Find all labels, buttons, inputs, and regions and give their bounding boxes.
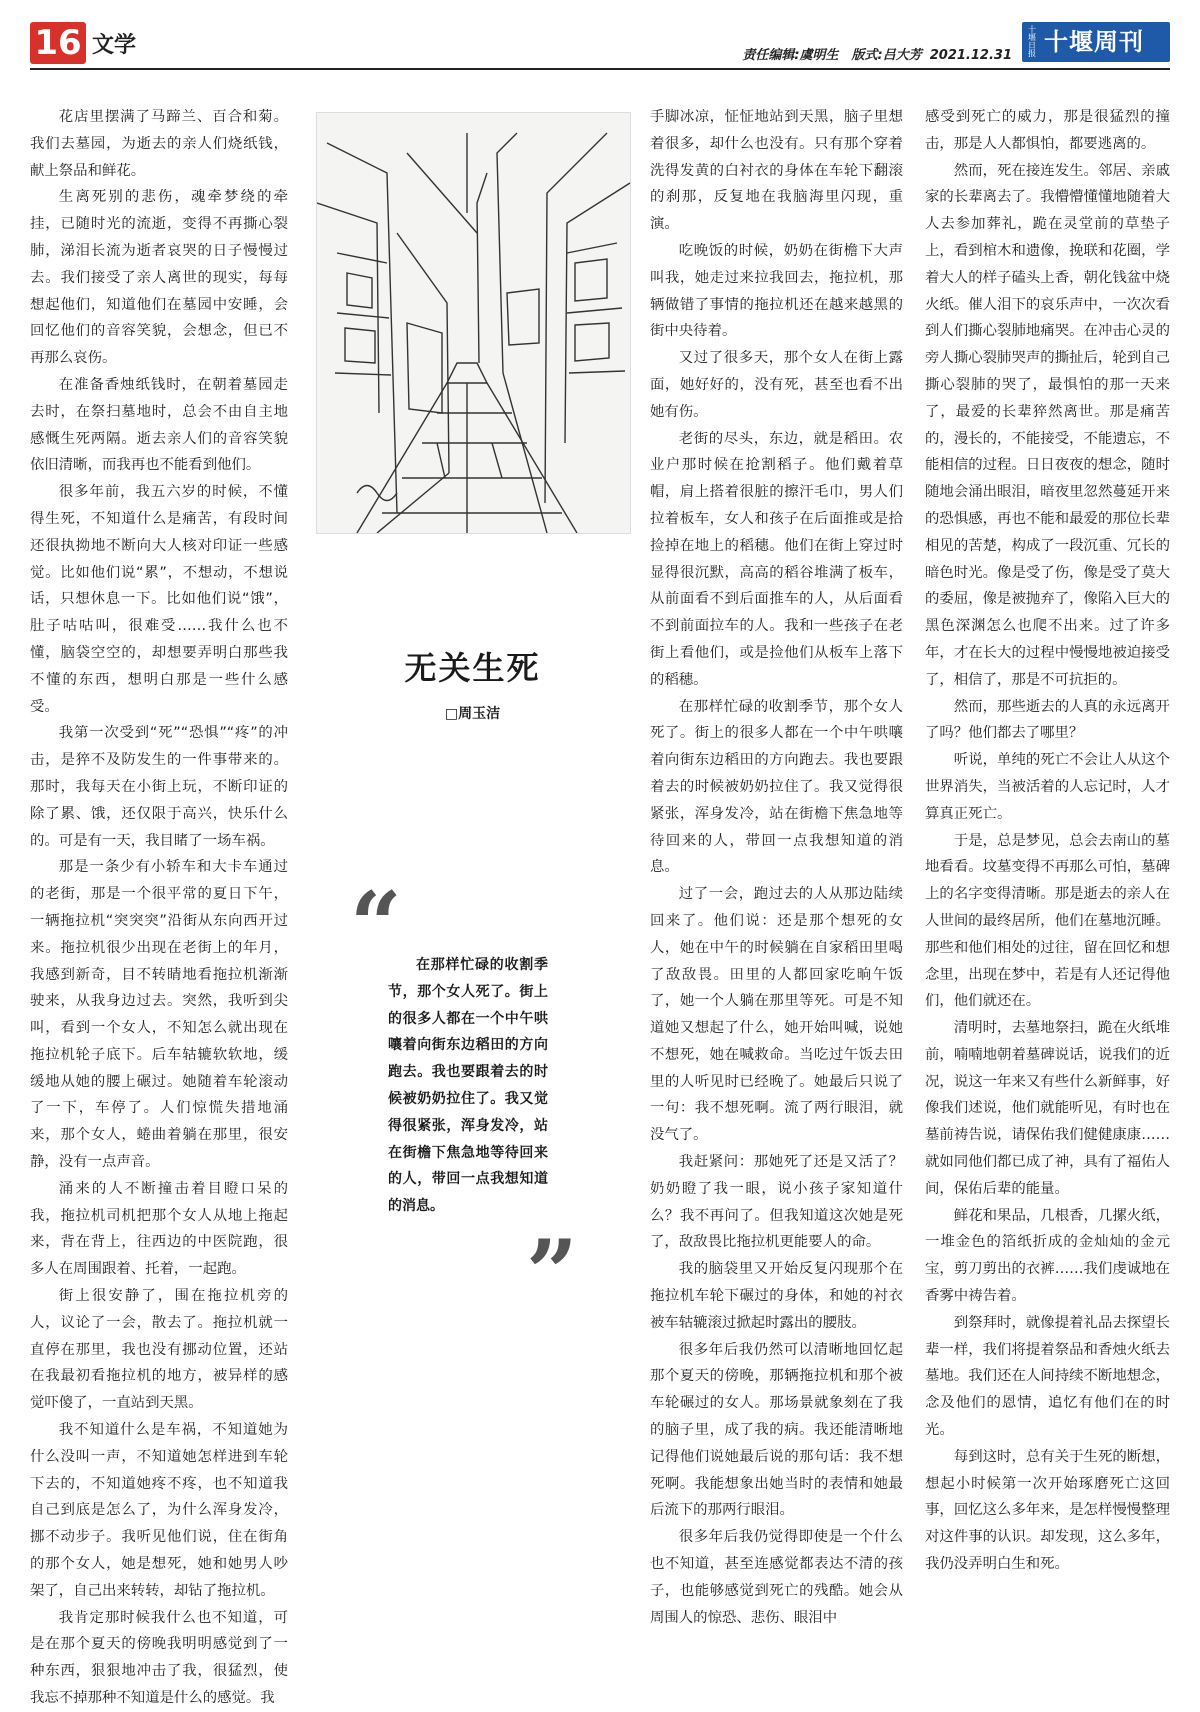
paragraph: 我肯定那时候我什么也不知道，可是在那个夏天的傍晚我明明感觉到了一种东西，狠狠地冲击了我，很猛烈，使我忘不掉那种不知道是什么的感觉。我 xyxy=(30,1609,288,1707)
paragraph: 又过了很多天，那个女人在街上露面，她好好的，没有死，甚至也看不出她有伤。 xyxy=(650,350,903,420)
masthead-logo xyxy=(1022,22,1170,62)
paragraph: 很多年后我仍觉得即使是一个什么也不知道，甚至连感觉都表达不清的孩子，也能够感觉到死亡的残酷。她会从周围人的惊恐、悲伤、眼泪中 xyxy=(650,1529,903,1626)
paragraph: 生离死别的悲伤，魂牵梦绕的牵挂，已随时光的流逝，变得不再撕心裂肺，涕泪长流为逝者哀哭的日子慢慢过去。我们接受了亲人离世的现实，每每想起他们，知道他们在墓园中安睡，会回忆他们的音容笑貌，会想念，但已不再那么哀伤。 xyxy=(30,189,288,367)
paragraph: 吃晚饭的时候，奶奶在街檐下大声叫我，她走过来拉我回去，拖拉机，那辆做错了事情的拖拉机还在越来越黑的街中央待着。 xyxy=(650,242,903,340)
paragraph: 我赶紧问：那她死了还是又活了？奶奶瞪了我一眼，说小孩子家知道什么？我不再问了。但我知道这次她是死了，敌敌畏比拖拉机更能要人的命。 xyxy=(650,1154,903,1251)
paragraph: 涌来的人不断撞击着目瞪口呆的我，拖拉机司机把那个女人从地上拖起来，背在背上，往西边的中医院跑，很多人在周围跟着、托着，一起跑。 xyxy=(30,1180,288,1278)
paragraph: 我第一次受到“死”“恐惧”“疼”的冲击，是猝不及防发生的一件事带来的。那时，我每天在小街上玩，不断印证的除了累、饿，还仅限于高兴，快乐什么的。可是有一天，我目睹了一场车祸。 xyxy=(30,725,288,849)
paragraph: 听说，单纯的死亡不会让人从这个世界消失，当被活着的人忘记时，人才算真正死亡。 xyxy=(925,752,1170,822)
paragraph: 老街的尽头，东边，就是稻田。农业户那时候在抢割稻子。他们戴着草帽，肩上搭着很脏的擦汗毛巾，男人们拉着板车，女人和孩子在后面推或是拾捡掉在地上的稻穗。他们在街上穿过时显得很沉默，高高的稻谷堆满了板车，从前面看不到后面推车的人，从后面看不到前面拉车的人。我和一些孩子在老街上看他们，或是捡他们从板车上落下的稻穗。 xyxy=(650,430,903,688)
paragraph: 很多年前，我五六岁的时候，不懂得生死，不知道什么是痛苦，有段时间还很执拗地不断向大人核对印证一些感觉。比如他们说“累”，不想动，不想说话，只想休息一下。比如他们说“饿”，肚子咕咕叫，很难受……我什么也不懂，脑袋空空的，却想要弄明白那些我不懂的东西，想明白那是一些什么感受。 xyxy=(30,484,288,715)
paragraph: 清明时，去墓地祭扫，跪在火纸堆前，喃喃地朝着墓碑说话，说我们的近况，说这一年来又有些什么新鲜事，好像我们述说，他们就能听见，有时也在墓前祷告说，请保佑我们健健康康……就如同他们都已成了神，具有了福佑人间，保佑后辈的能量。 xyxy=(925,1020,1170,1197)
paragraph: 街上很安静了，围在拖拉机旁的人，议论了一会，散去了。拖拉机就一直停在那里，我也没有挪动位置，还站在我最初看拖拉机的地方，被异样的感觉吓傻了，一直站到天黑。 xyxy=(30,1288,288,1412)
article-author: □周玉洁 xyxy=(444,706,501,722)
paragraph: 那是一条少有小轿车和大卡车通过的老街，那是一个很平常的夏日下午，一辆拖拉机“突突突”沿街从东向西开过来。拖拉机很少出现在老街上的年月，我感到新奇，目不转睛地看拖拉机渐渐驶来，从我身边过去。突然，我听到尖叫，看到一个女人，不知怎么就出现在拖拉机轮子底下。后车轱辘软软地，缓缓地从她的腰上碾过。她随着车轮滚动了一下，车停了。人们惊慌失措地涌来，那个女人，蜷曲着躺在那里，很安静，没有一点声音。 xyxy=(30,859,288,1171)
paragraph: 于是，总是梦见，总会去南山的墓地看看。坟墓变得不再那么可怕，墓碑上的名字变得清晰。那是逝去的亲人在人世间的最终居所，他们在墓地沉睡。那些和他们相处的过往，留在回忆和想念里，出现在梦中，若是有人还记得他们，他们就还在。 xyxy=(925,832,1170,1010)
pull-quote-text: 在那样忙碌的收割季节，那个女人死了。街上的很多人都在一个中午哄嚷着向街东边稻田的方向跑去。我也要跟着去的时候被奶奶拉住了。我又觉得很紧张，浑身发冷，站在街檐下焦急地等待回来的人，带回一点我想知道的消息。 xyxy=(388,957,548,1215)
paragraph: 在那样忙碌的收割季节，那个女人死了。街上的很多人都在一个中午哄嚷着向街东边稻田的方向跑去。我也要跟着去的时候被奶奶拉住了。我又觉得很紧张，浑身发冷，站在街檐下焦急地等待回来的人，带回一点我想知道的消息。 xyxy=(650,698,903,876)
editor-credits xyxy=(742,44,1012,63)
paragraph: 每到这时，总有关于生死的断想，想起小时候第一次开始琢磨死亡这回事，回忆这么多年来，是怎样慢慢整理对这件事的认识。却发现，这么多年，我仍没弄明白生和死。 xyxy=(925,1448,1170,1573)
section-name: 文学 xyxy=(92,33,137,58)
text-column-1 xyxy=(30,104,288,1712)
page-header xyxy=(30,22,1170,68)
paragraph: 感受到死亡的威力，那是很猛烈的撞击，那是人人都惧怕，都要逃离的。 xyxy=(925,109,1170,152)
paragraph: 手脚冰凉，怔怔地站到天黑，脑子里想着很多，却什么也没有。只有那个穿着洗得发黄的白衬衣的身体在车轮下翻滚的刹那，反复地在我脑海里闪现，重演。 xyxy=(650,109,903,233)
paragraph: 我的脑袋里又开始反复闪现那个在拖拉机车轮下碾过的身体，和她的衬衣被车轱辘滚过掀起时露出的腰肢。 xyxy=(650,1261,903,1331)
close-quote-icon: ” xyxy=(526,1220,578,1326)
paragraph: 花店里摆满了马蹄兰、百合和菊。我们去墓园，为逝去的亲人们烧纸钱，献上祭品和鲜花。 xyxy=(30,109,288,179)
article-title: 无关生死 xyxy=(404,649,541,687)
ink-sketch-old-street-alley-icon xyxy=(316,112,631,534)
paragraph: 鲜花和果品，几根香，几摞火纸，一堆金色的箔纸折成的金灿灿的金元宝，剪刀剪出的衣裤……我们虔诚地在香雾中祷告着。 xyxy=(925,1207,1170,1305)
paragraph: 很多年后我仍然可以清晰地回忆起那个夏天的傍晚，那辆拖拉机和那个被车轮碾过的女人。那场景就象刻在了我的脑子里，成了我的病。我还能清晰地记得他们说她最后说的那句话：我不想死啊。我能想象出她当时的表情和她最后流下的那两行眼泪。 xyxy=(650,1341,903,1519)
pull-quote xyxy=(388,952,548,1220)
paragraph: 然而，那些逝去的人真的永远离开了吗？他们都去了哪里？ xyxy=(925,698,1170,742)
page-number: 16 xyxy=(30,22,86,64)
editors-text: 责任编辑:虞明生 版式:吕大芳 xyxy=(742,48,922,63)
masthead-title: 十堰周刊 xyxy=(1044,27,1144,56)
issue-date: 2021.12.31 xyxy=(929,48,1012,63)
paragraph: 我不知道什么是车祸，不知道她为什么没叫一声，不知道她怎样进到车轮下去的，不知道她疼不疼，也不知道我自己到底是怎么了，为什么浑身发冷，挪不动步子。我听见他们说，住在街角的那个女人，她是想死，她和她男人吵架了，自己出来转转，却钻了拖拉机。 xyxy=(30,1422,288,1599)
paragraph: 然而，死在接连发生。邻居、亲戚家的长辈离去了。我懵懵懂懂地随着大人去参加葬礼，跪在灵堂前的草垫子上，看到棺木和遗像，挽联和花圈，学着大人的样子磕头上香，朝化钱盆中烧火纸。催人泪下的哀乐声中，一次次看到人们撕心裂肺地痛哭。在冲击心灵的旁人撕心裂肺哭声的撕扯后，轮到自己撕心裂肺的哭了，最惧怕的那一天来了，最爱的长辈猝然离世。那是痛苦的，漫长的，不能接受，不能遗忘，不能相信的过程。日日夜夜的想念，随时随地会涌出眼泪，暗夜里忽然蔓延开来的恐惧感，再也不能和最爱的那位长辈相见的苦楚，构成了一段沉重、冗长的暗色时光。像是受了伤，像是受了莫大的委屈，像是被抛弃了，像陷入巨大的黑色深渊怎么也爬不出来。过了许多年，才在长大的过程中慢慢地被迫接受了，相信了，那是不可抗拒的。 xyxy=(925,162,1170,688)
open-quote-icon: “ xyxy=(350,872,402,978)
header-rule xyxy=(30,68,1170,70)
paragraph: 到祭拜时，就像提着礼品去探望长辈一样，我们将提着祭品和香烛火纸去墓地。我们还在人间持续不断地想念，念及他们的恩情，追忆有他们在的时光。 xyxy=(925,1314,1170,1439)
masthead-side-text: 十堰日报 xyxy=(1028,25,1036,58)
text-column-3 xyxy=(650,104,903,1631)
paragraph: 过了一会，跑过去的人从那边陆续回来了。他们说：还是那个想死的女人，她在中午的时候躺在自家稻田里喝了敌敌畏。田里的人都回家吃晌午饭了，她一个人躺在那里等死。可是不知道她又想起了什么，她开始叫喊，说她不想死，她在喊救命。当吃过午饭去田里的人听见时已经晚了。她最后只说了一句：我不想死啊。流了两行眼泪，就没气了。 xyxy=(650,886,903,1144)
text-column-4 xyxy=(925,104,1170,1578)
paragraph: 在准备香烛纸钱时，在朝着墓园走去时，在祭扫墓地时，总会不由自主地感慨生死两隔。逝去亲人们的音容笑貌依旧清晰，而我再也不能看到他们。 xyxy=(30,376,288,474)
